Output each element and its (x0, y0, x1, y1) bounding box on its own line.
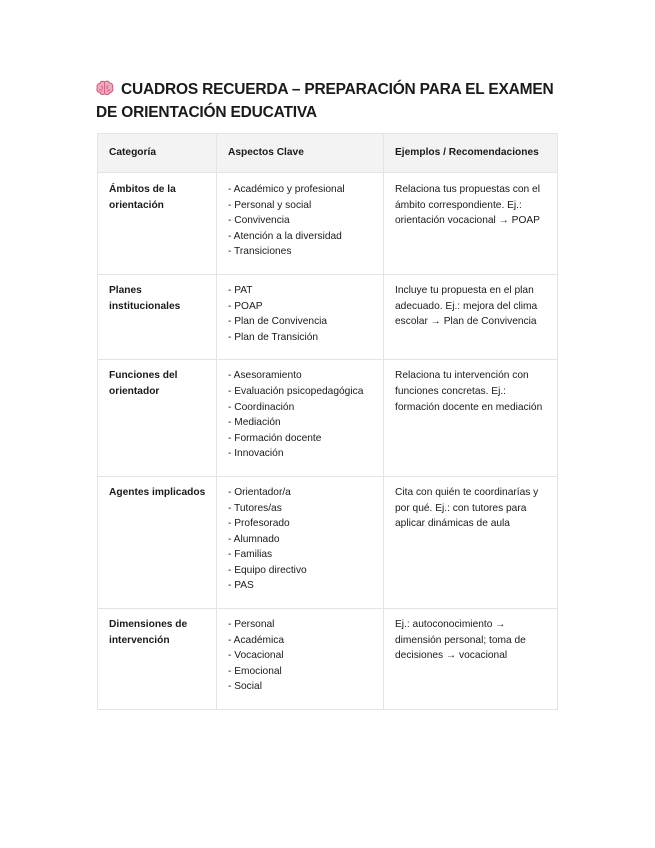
category-cell (98, 360, 217, 477)
category-cell (98, 274, 217, 359)
table-row (98, 274, 558, 359)
example-text: Relaciona tus propuestas con el ámbito correspondiente. Ej.: orientación vocacional → POAP (395, 184, 540, 227)
document-title-text: CUADROS RECUERDA – PREPARACIÓN PARA EL EXAMEN DE ORIENTACIÓN EDUCATIVA (96, 81, 554, 121)
list-item: - Mediación (228, 417, 281, 429)
aspects-cell (217, 274, 384, 359)
aspects-cell (217, 360, 384, 477)
table-row (98, 476, 558, 608)
list-item: - Evaluación psicopedagógica (228, 385, 364, 397)
example-cell (384, 360, 558, 477)
example-cell (384, 476, 558, 608)
example-cell (384, 274, 558, 359)
list-item: - PAT (228, 284, 253, 296)
list-item: - Vocacional (228, 650, 284, 662)
list-item: - Profesorado (228, 518, 290, 530)
list-item: - Social (228, 681, 262, 693)
example-text: Relaciona tu intervención con funciones concretas. Ej.: formación docente en mediación (395, 370, 543, 413)
list-item: - Innovación (228, 448, 284, 460)
document-title (96, 78, 566, 124)
list-item: - Transiciones (228, 246, 292, 258)
list-item: - POAP (228, 300, 263, 312)
list-item: - Personal y social (228, 199, 312, 211)
list-item: - PAS (228, 580, 254, 592)
list-item: - Académico y profesional (228, 184, 345, 195)
list-item: - Asesoramiento (228, 370, 302, 382)
category-label: Funciones del orientador (109, 370, 178, 397)
list-item: - Personal (228, 619, 275, 631)
aspects-list (228, 182, 373, 260)
table-body (98, 173, 558, 710)
list-item: - Emocional (228, 665, 282, 677)
table-row (98, 173, 558, 275)
aspects-cell (217, 173, 384, 275)
list-item: - Tutores/as (228, 502, 282, 514)
list-item: - Atención a la diversidad (228, 230, 342, 242)
category-label: Agentes implicados (109, 486, 206, 498)
table-header-row (98, 134, 558, 173)
table-header (98, 134, 558, 173)
summary-table (97, 133, 558, 710)
list-item: - Alumnado (228, 533, 280, 545)
list-item: - Académica (228, 634, 285, 646)
table-row (98, 609, 558, 710)
category-label: Ámbitos de la orientación (109, 184, 176, 211)
header-examples: Ejemplos / Recomendaciones (384, 134, 558, 173)
list-item: - Convivencia (228, 215, 290, 227)
brain-icon (96, 80, 114, 96)
example-cell (384, 609, 558, 710)
example-text: Ej.: autoconocimiento → dimensión personal; toma de decisiones → vocacional (395, 619, 526, 662)
aspects-list (228, 283, 373, 345)
list-item: - Plan de Transición (228, 331, 319, 343)
category-label: Dimensiones de intervención (109, 619, 188, 646)
list-item: - Familias (228, 549, 273, 561)
list-item: - Plan de Convivencia (228, 316, 328, 328)
list-item: - Equipo directivo (228, 564, 307, 576)
example-text: Incluye tu propuesta en el plan adecuado. Ej.: mejora del clima escolar → Plan de Convivencia (395, 284, 538, 328)
category-cell (98, 476, 217, 608)
aspects-list (228, 617, 373, 695)
category-label: Planes institucionales (109, 284, 181, 312)
aspects-cell (217, 609, 384, 710)
header-aspects: Aspectos Clave (217, 134, 384, 173)
list-item: - Coordinación (228, 401, 295, 413)
aspects-cell (217, 476, 384, 608)
category-cell (98, 173, 217, 275)
example-text: Cita con quién te coordinarías y por qué. Ej.: con tutores para aplicar dinámicas de aula (395, 486, 539, 530)
list-item: - Orientador/a (228, 486, 291, 498)
aspects-list (228, 485, 373, 594)
aspects-list (228, 368, 373, 462)
table-row (98, 360, 558, 477)
header-category: Categoría (98, 134, 217, 173)
example-cell (384, 173, 558, 275)
category-cell (98, 609, 217, 710)
list-item: - Formación docente (228, 432, 322, 444)
